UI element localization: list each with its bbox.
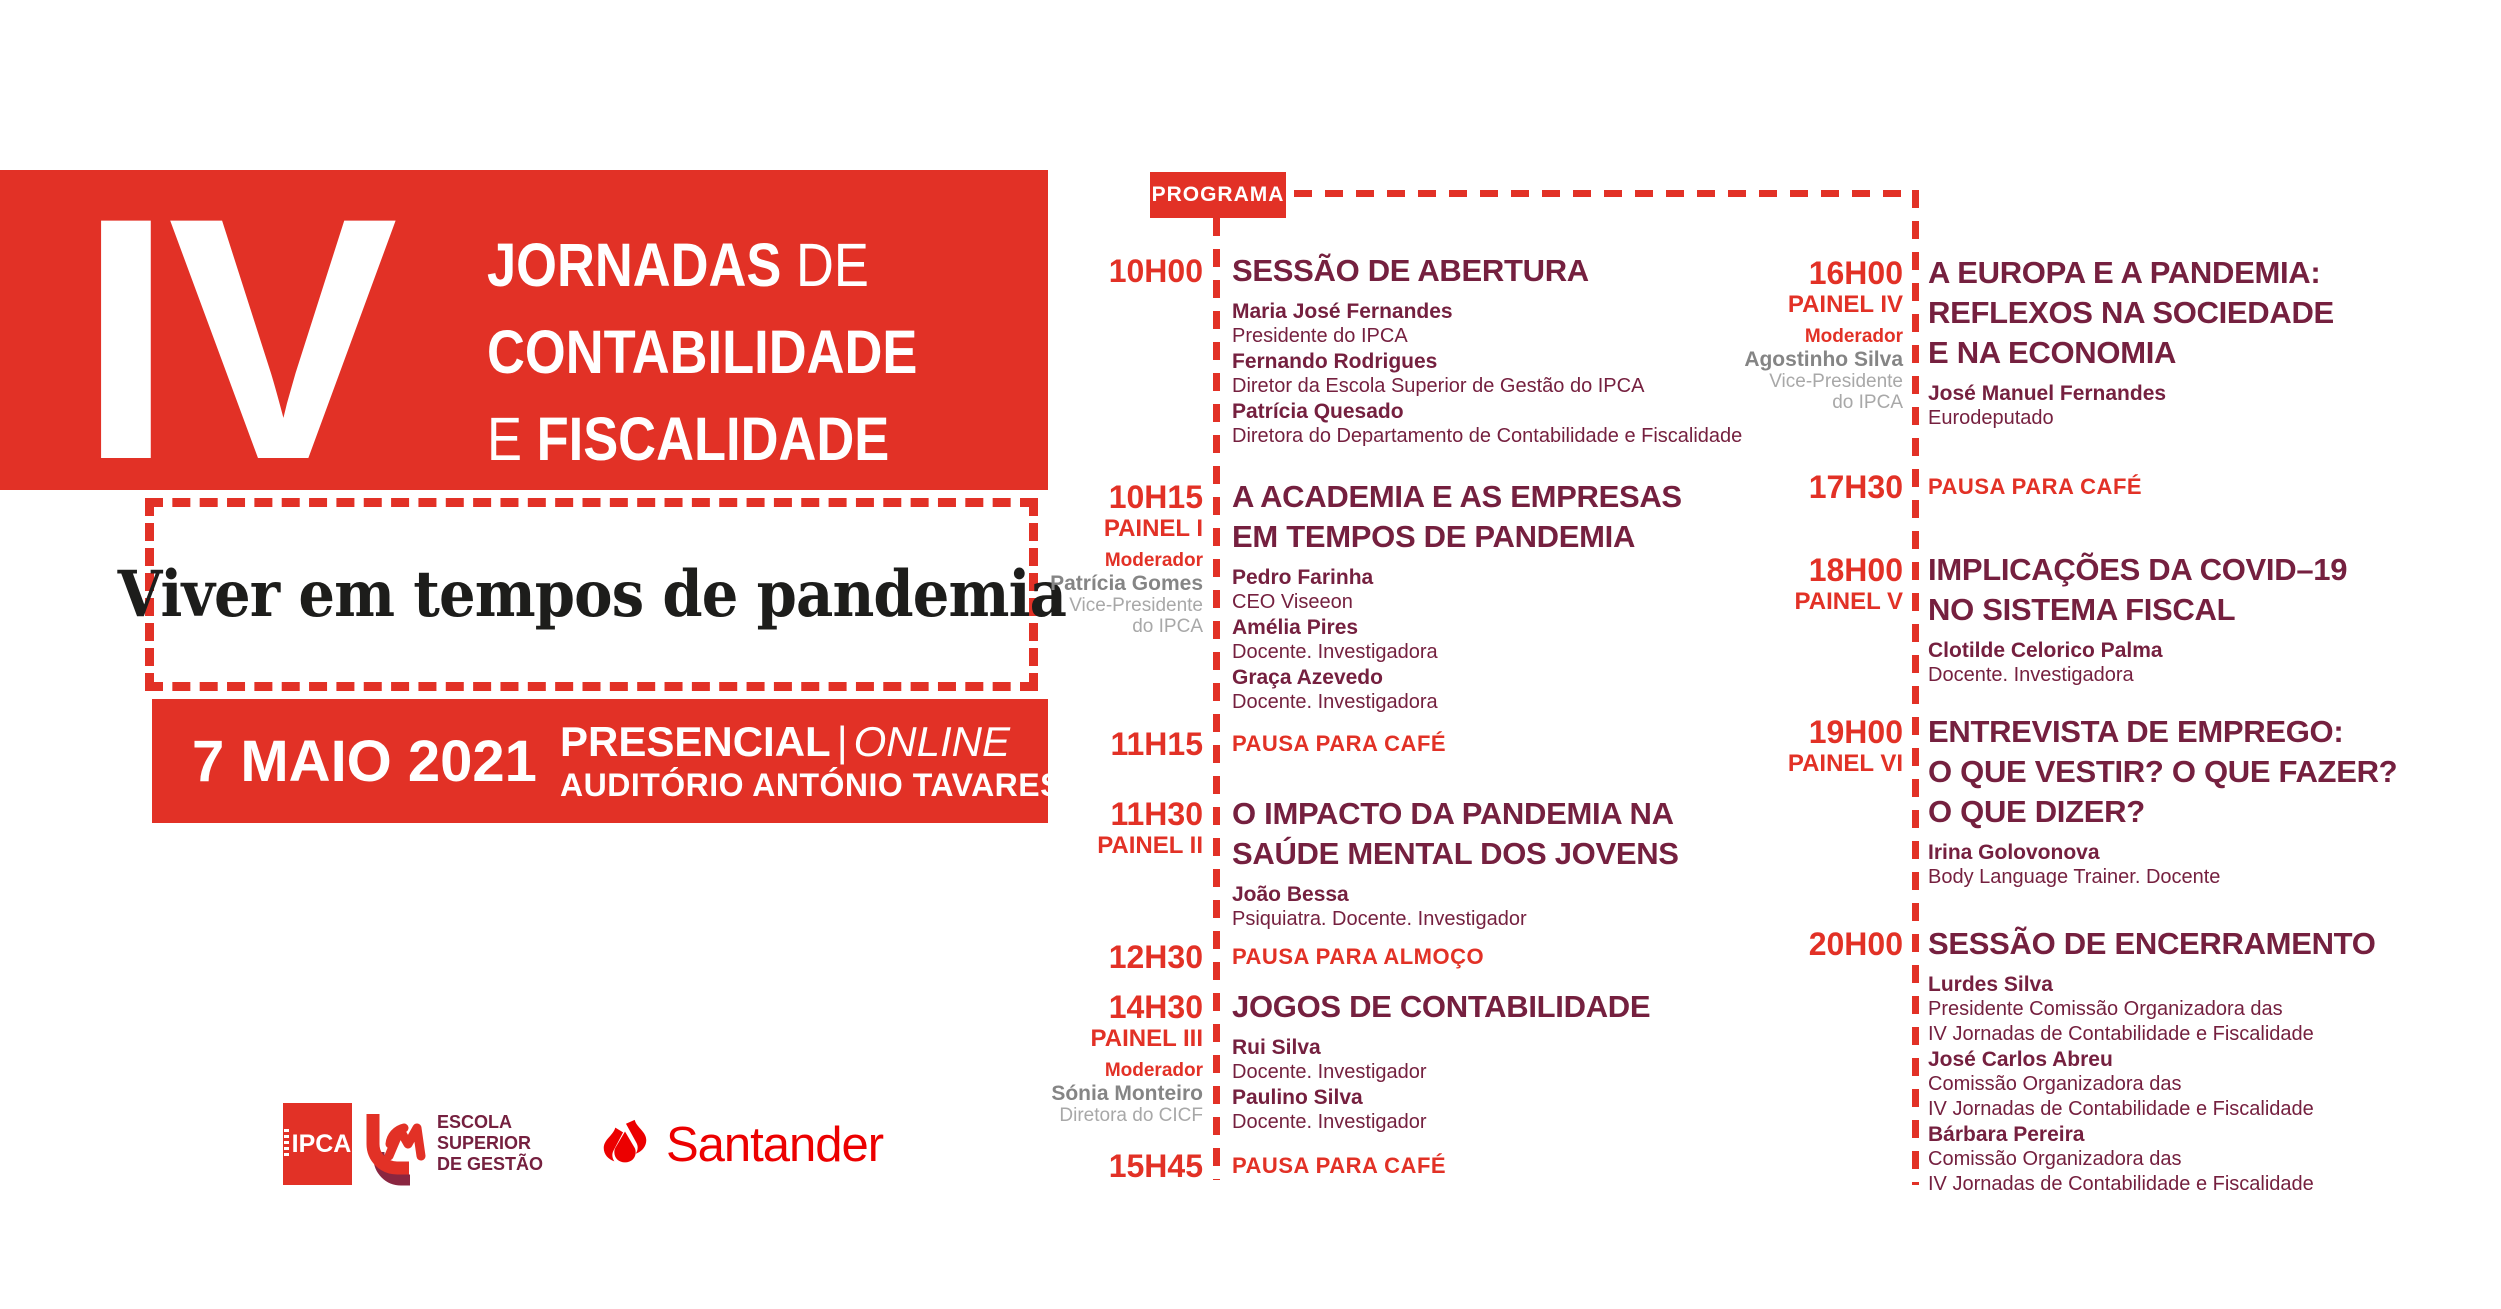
session-content (1203, 480, 1682, 715)
event-mode-venue (560, 699, 1062, 823)
session-title (1232, 251, 1742, 291)
speaker-list (1232, 299, 1742, 449)
title-line: SESSÃO DE ABERTURA (1232, 253, 1589, 288)
session-content (1903, 256, 2334, 431)
session-content (1903, 927, 2376, 1197)
event-venue: AUDITÓRIO ANTÓNIO TAVARES (560, 767, 1062, 803)
title-line: EM TEMPOS DE PANDEMIA (1232, 519, 1636, 554)
mode-separator: | (836, 718, 848, 765)
title-line: E NA ECONOMIA (1928, 335, 2177, 370)
speaker-name: Maria José Fernandes (1232, 300, 1453, 323)
ipca-logo-text: IPCA (291, 1129, 352, 1158)
title-line: A EUROPA E A PANDEMIA: (1928, 255, 2321, 290)
session-content (1203, 1149, 1446, 1183)
speaker-role: Eurodeputado (1928, 407, 2054, 429)
speaker-name: Rui Silva (1232, 1036, 1321, 1059)
speaker-role: Docente. Investigador (1232, 1111, 1427, 1133)
time-label: 11H15 (1110, 726, 1203, 762)
moderator-role: do IPCA (1132, 616, 1203, 637)
session-20h00 (1700, 927, 2376, 1197)
title-line: NO SISTEMA FISCAL (1928, 592, 2236, 627)
time-column (1000, 990, 1203, 1126)
session-11h30 (1000, 797, 1679, 932)
speaker-role: Diretor da Escola Superior de Gestão do IPCA (1232, 375, 1645, 397)
session-18h00 (1700, 553, 2347, 688)
event-mode (560, 718, 1062, 766)
break-15h45 (1000, 1149, 1446, 1183)
time-column (1000, 727, 1203, 761)
time-label: 16H00 (1808, 255, 1903, 291)
moderator-name: Agostinho Silva (1744, 348, 1903, 371)
speaker-list (1232, 1035, 1650, 1135)
session-title (1928, 253, 2334, 373)
speaker-role: Comissão Organizadora das (1928, 1148, 2182, 1170)
time-label: 17H30 (1808, 469, 1903, 505)
speaker-role: Psiquiatra. Docente. Investigador (1232, 908, 1527, 930)
speaker-role: CEO Viseeon (1232, 591, 1353, 613)
mode-online: ONLINE (853, 718, 1010, 765)
speaker-name: Lurdes Silva (1928, 973, 2053, 996)
speaker-role: Docente. Investigadora (1232, 691, 1438, 713)
speaker-role: Presidente do IPCA (1232, 325, 1408, 347)
speaker-list (1928, 638, 2347, 688)
title-line: IMPLICAÇÕES DA COVID–19 (1928, 552, 2348, 587)
ipca-dotted-i-icon (284, 1129, 289, 1159)
event-title-line2 (487, 309, 917, 396)
date-banner (152, 699, 1062, 823)
title-line: REFLEXOS NA SOCIEDADE (1928, 295, 2334, 330)
moderator-role: Vice-Presidente (1769, 371, 1903, 392)
title-line: ENTREVISTA DE EMPREGO: (1928, 714, 2344, 749)
moderator-role: do IPCA (1832, 392, 1903, 413)
break-label: PAUSA PARA CAFÉ (1232, 1153, 1447, 1178)
panel-label: PAINEL VI (1787, 750, 1903, 777)
title-light: E (487, 405, 537, 473)
panel-label: PAINEL IV (1787, 291, 1903, 318)
time-column (1000, 940, 1203, 974)
time-column (1000, 254, 1203, 288)
title-line: A ACADEMIA E AS EMPRESAS (1232, 479, 1682, 514)
ipca-logo (283, 1103, 352, 1185)
programa-tab: PROGRAMA (1150, 172, 1286, 218)
time-column (1700, 715, 1903, 779)
moderator-label: Moderador (1104, 550, 1203, 571)
speaker-name: Patrícia Quesado (1232, 400, 1404, 423)
time-column (1700, 553, 1903, 617)
moderator-role: Vice-Presidente (1069, 595, 1203, 616)
session-content (1903, 553, 2347, 688)
speaker-role: Docente. Investigadora (1928, 664, 2134, 686)
time-column (1700, 470, 1903, 504)
speaker-list (1928, 381, 2334, 431)
title-bold: FISCALIDADE (536, 405, 890, 473)
speaker-role: Comissão Organizadora das (1928, 1073, 2182, 1095)
time-label: 20H00 (1808, 926, 1903, 962)
session-content (1203, 990, 1650, 1135)
speaker-name: José Carlos Abreu (1928, 1048, 2113, 1071)
esg-line: SUPERIOR (437, 1133, 532, 1153)
speaker-name: Paulino Silva (1232, 1086, 1363, 1109)
break-17h30 (1700, 470, 2142, 504)
santander-logo (594, 1116, 883, 1174)
time-label: 12H30 (1108, 939, 1203, 975)
session-19h00 (1700, 715, 2397, 890)
break-label: PAUSA PARA CAFÉ (1928, 474, 2143, 499)
session-title (1232, 987, 1650, 1027)
title-line: O QUE DIZER? (1928, 794, 2145, 829)
time-label: 18H00 (1808, 552, 1903, 588)
speaker-name: Graça Azevedo (1232, 666, 1383, 689)
speaker-role: Docente. Investigadora (1232, 641, 1438, 663)
title-line: SAÚDE MENTAL DOS JOVENS (1232, 836, 1679, 871)
session-title (1232, 477, 1682, 557)
santander-flame-icon (594, 1116, 656, 1174)
santander-logo-text: Santander (666, 1118, 884, 1172)
session-14h30 (1000, 990, 1650, 1135)
session-title (1232, 794, 1679, 874)
break-label: PAUSA PARA ALMOÇO (1232, 944, 1485, 969)
speaker-name: Bárbara Pereira (1928, 1123, 2085, 1146)
edition-numeral: IV (78, 147, 392, 532)
esg-line: ESCOLA (437, 1112, 513, 1132)
time-label: 14H30 (1108, 989, 1203, 1025)
session-content (1903, 715, 2397, 890)
time-label: 15H45 (1108, 1148, 1203, 1184)
moderator-name: Patrícia Gomes (1050, 572, 1203, 595)
session-content (1203, 940, 1484, 974)
session-10h00 (1000, 254, 1742, 449)
speaker-name: Pedro Farinha (1232, 566, 1374, 589)
panel-label: PAINEL III (1090, 1025, 1203, 1052)
session-content (1903, 470, 2142, 504)
session-16h00 (1700, 256, 2334, 431)
time-label: 11H30 (1110, 796, 1203, 832)
title-bold: JORNADAS (487, 231, 782, 299)
break-11h15 (1000, 727, 1446, 761)
title-bold: CONTABILIDADE (487, 318, 918, 386)
speaker-name: João Bessa (1232, 883, 1349, 906)
speaker-list (1232, 882, 1679, 932)
title-line: O IMPACTO DA PANDEMIA NA (1232, 796, 1674, 831)
session-content (1203, 254, 1742, 449)
theme-box (117, 498, 1066, 691)
session-10h15 (1000, 480, 1682, 715)
time-column (1700, 256, 1903, 413)
time-column (1000, 480, 1203, 637)
speaker-name: Amélia Pires (1232, 616, 1359, 639)
title-line: JOGOS DE CONTABILIDADE (1232, 989, 1651, 1024)
moderator-label: Moderador (1804, 326, 1903, 347)
esg-logo-text (437, 1112, 543, 1175)
speaker-list (1232, 565, 1682, 715)
speaker-role: Presidente Comissão Organizadora das (1928, 998, 2283, 1020)
time-label: 19H00 (1808, 714, 1903, 750)
moderator-label: Moderador (1104, 1060, 1203, 1081)
time-label: 10H15 (1108, 479, 1203, 515)
speaker-role: IV Jornadas de Contabilidade e Fiscalidade (1928, 1173, 2314, 1195)
speaker-role: IV Jornadas de Contabilidade e Fiscalidade (1928, 1098, 2314, 1120)
speaker-list (1928, 840, 2397, 890)
title-line: SESSÃO DE ENCERRAMENTO (1928, 926, 2376, 961)
session-title (1928, 924, 2376, 964)
speaker-name: Irina Golovonova (1928, 841, 2100, 864)
event-title (487, 222, 917, 483)
time-column (1000, 797, 1203, 861)
event-date: 7 MAIO 2021 (192, 728, 537, 794)
speaker-role: Diretora do Departamento de Contabilidade e Fiscalidade (1232, 425, 1743, 447)
event-title-line3 (487, 396, 917, 483)
break-label: PAUSA PARA CAFÉ (1232, 731, 1447, 756)
event-title-line1 (487, 222, 917, 309)
title-light: DE (781, 231, 869, 299)
esg-line: DE GESTÃO (437, 1154, 544, 1174)
time-column (1000, 1149, 1203, 1183)
moderator-name: Sónia Monteiro (1051, 1082, 1203, 1105)
speaker-list (1928, 972, 2376, 1197)
panel-label: PAINEL V (1794, 588, 1903, 615)
session-title (1928, 712, 2397, 832)
speaker-name: José Manuel Fernandes (1928, 382, 2167, 405)
time-column (1700, 927, 1903, 961)
session-content (1203, 797, 1679, 932)
mode-presencial: PRESENCIAL (560, 718, 831, 765)
speaker-name: Fernando Rodrigues (1232, 350, 1438, 373)
theme-text: Viver em tempos de pandemia (117, 557, 1066, 632)
session-title (1928, 550, 2347, 630)
time-label: 10H00 (1108, 253, 1203, 289)
speaker-role: IV Jornadas de Contabilidade e Fiscalidade (1928, 1023, 2314, 1045)
session-content (1203, 727, 1446, 761)
title-line: O QUE VESTIR? O QUE FAZER? (1928, 754, 2398, 789)
moderator-role: Diretora do CICF (1059, 1105, 1203, 1126)
speaker-role: Docente. Investigador (1232, 1061, 1427, 1083)
title-banner (0, 147, 1048, 532)
timeline-dash-horizontal (1294, 190, 1912, 197)
panel-label: PAINEL II (1097, 832, 1203, 859)
esg-logo-icon (360, 1104, 430, 1191)
panel-label: PAINEL I (1103, 515, 1203, 542)
break-12h30 (1000, 940, 1484, 974)
speaker-name: Clotilde Celorico Palma (1928, 639, 2163, 662)
speaker-role: Body Language Trainer. Docente (1928, 866, 2221, 888)
